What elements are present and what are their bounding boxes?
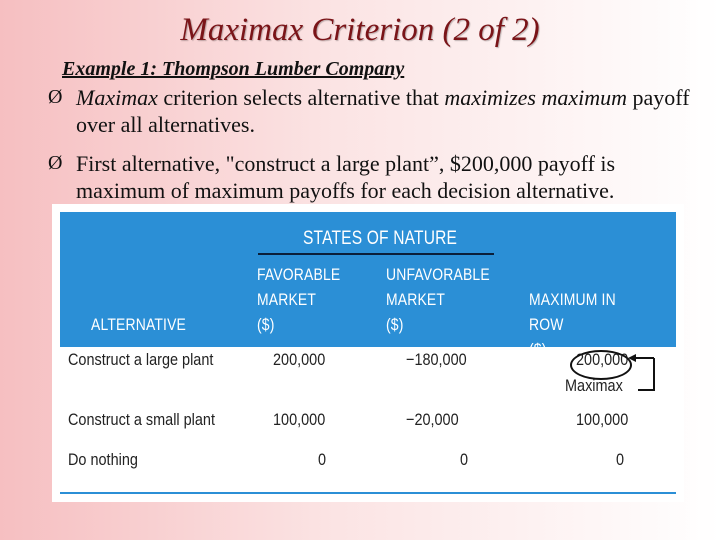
unfavorable-cell: −180,000 [406,350,467,369]
bullet-arrow-icon: Ø [48,86,63,108]
alternative-cell: Construct a small plant [68,410,215,429]
max-cell: 100,000 [576,410,629,429]
favorable-cell: 100,000 [273,410,326,429]
states-of-nature-header: STATES OF NATURE [303,228,458,249]
alternative-cell: Do nothing [68,450,138,469]
maximum-in-row-header: MAXIMUM IN ROW ($) [529,290,616,359]
plain-text: criterion selects alternative that [157,85,445,110]
unfavorable-cell: 0 [460,450,469,469]
callout-arrow-icon [626,354,656,396]
favorable-cell: 0 [318,450,327,469]
slide-title: Maximax Criterion (2 of 2) [180,12,540,48]
table-bottom-rule [60,492,676,494]
emphasis-text: Maximax [76,85,158,110]
header-divider [258,253,494,255]
max-cell: 200,000 [576,350,629,369]
table-header [60,212,676,359]
bullet-arrow-icon: Ø [48,152,63,174]
emphasis-text: maximizes maximum [444,85,628,110]
decision-table [52,204,684,502]
alternative-cell: Construct a large plant [68,350,214,369]
bullet-text [76,84,708,138]
example-subtitle: Example 1: Thompson Lumber Company [62,58,405,80]
max-cell: 0 [616,450,625,469]
unfavorable-market-header: UNFAVORABLE MARKET ($) [386,265,490,334]
alternative-header: ALTERNATIVE [91,315,187,334]
bullet-first-alternative [48,150,708,204]
maximax-callout-label: Maximax [565,376,623,395]
unfavorable-cell: −20,000 [406,410,459,429]
favorable-cell: 200,000 [273,350,326,369]
favorable-market-header: FAVORABLE MARKET ($) [257,265,341,334]
plain-text: payoff over all alternatives. [76,85,690,137]
bullet-text: First alternative, "construct a large plant”, $200,000 payoff is maximum of maximum payoffs for each decision alternative. [76,151,616,203]
bullet-maximax-definition [48,84,708,138]
